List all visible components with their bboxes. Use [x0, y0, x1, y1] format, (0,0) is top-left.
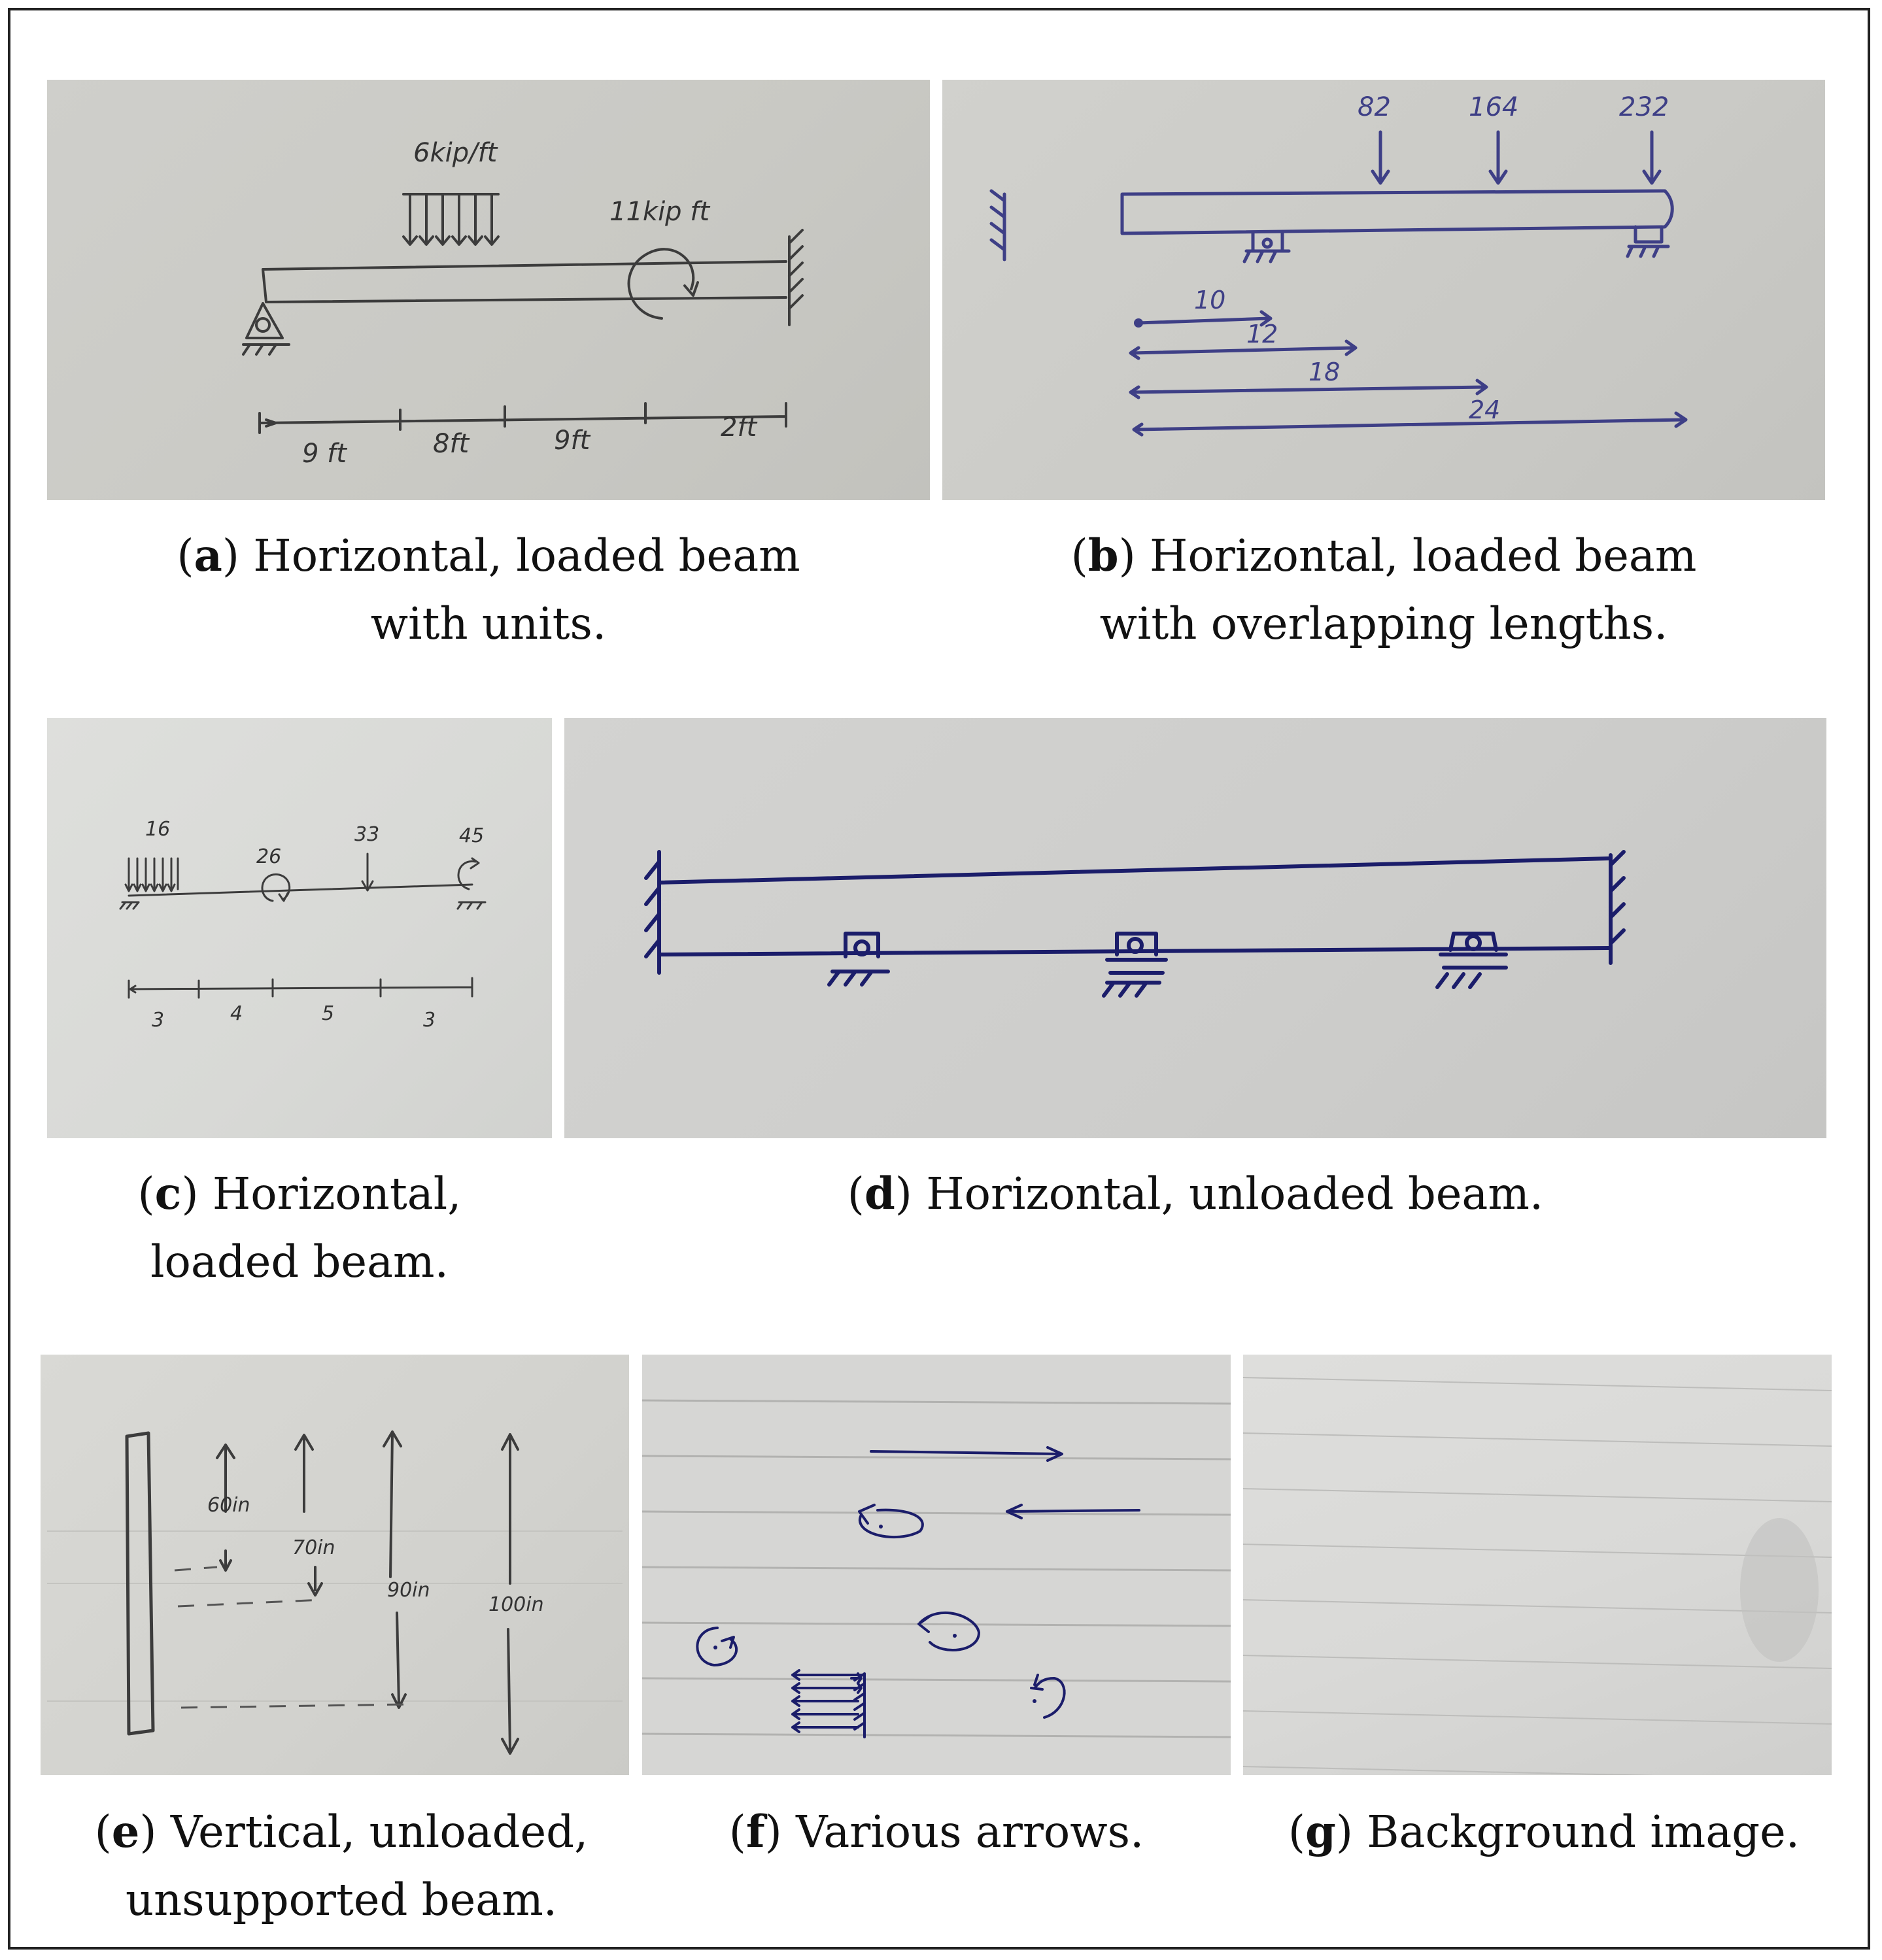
dimension-label: 9ft — [554, 426, 590, 456]
point-load-label: 82 — [1358, 92, 1391, 122]
caption-text: unsupported beam. — [125, 1874, 558, 1925]
caption-text: ) Horizontal, unloaded beam. — [895, 1168, 1544, 1219]
dimension-label: 5 — [322, 1002, 335, 1025]
background-sketch-g — [1243, 1355, 1832, 1775]
caption-f: (f) Various arrows. — [728, 1806, 1144, 1857]
caption-letter: f — [745, 1806, 765, 1857]
caption-d: (d) Horizontal, unloaded beam. — [847, 1168, 1544, 1219]
length-label: 10 — [1194, 286, 1226, 314]
panel-c-image — [47, 718, 552, 1138]
caption-letter: a — [194, 530, 222, 581]
panel-b-image — [942, 80, 1825, 500]
caption-text: ) Horizontal, loaded beam — [222, 530, 800, 581]
beam-sketch-c — [47, 718, 552, 1138]
dimension-label: 2ft — [721, 413, 757, 443]
point-load-label: 232 — [1619, 92, 1669, 122]
caption-g: (g) Background image. — [1288, 1806, 1800, 1857]
load-label: 26 — [256, 845, 282, 868]
beam-sketch-a — [47, 80, 930, 500]
dimension-label: 4 — [230, 1002, 243, 1025]
length-label: 100in — [488, 1593, 544, 1616]
length-label: 12 — [1246, 320, 1278, 348]
caption-a: (a) Horizontal, loaded beam with units. — [177, 530, 800, 649]
caption-text: loaded beam. — [150, 1236, 449, 1287]
caption-text: ) Vertical, unloaded, — [139, 1806, 589, 1857]
panel-g-image — [1243, 1355, 1832, 1775]
caption-text: with overlapping lengths. — [1099, 598, 1668, 649]
length-label: 70in — [292, 1536, 335, 1559]
dimension-label: 3 — [152, 1009, 165, 1032]
load-label: 16 — [145, 818, 171, 841]
panel-d-image — [564, 718, 1826, 1138]
caption-text: ) Various arrows. — [764, 1806, 1144, 1857]
caption-letter: g — [1305, 1806, 1336, 1857]
dimension-label: 3 — [423, 1009, 436, 1032]
caption-letter: c — [154, 1168, 182, 1219]
caption-c: (c) Horizontal, loaded beam. — [137, 1168, 462, 1287]
panel-a-image — [47, 80, 930, 500]
caption-letter: e — [111, 1806, 140, 1857]
dimension-label: 8ft — [433, 429, 470, 459]
beam-sketch-b — [942, 80, 1825, 500]
length-label: 60in — [207, 1494, 250, 1517]
caption-e: (e) Vertical, unloaded, unsupported beam. — [94, 1806, 589, 1925]
caption-text: ) Background image. — [1335, 1806, 1800, 1857]
caption-text: ) Horizontal, loaded beam — [1118, 530, 1697, 581]
length-label: 90in — [387, 1579, 430, 1602]
arrows-sketch-f — [642, 1355, 1231, 1775]
dimension-label: 9 ft — [302, 439, 347, 469]
length-label: 18 — [1309, 358, 1341, 386]
load-label: 33 — [354, 823, 380, 846]
beam-sketch-e — [41, 1355, 629, 1775]
point-load-label: 164 — [1469, 92, 1519, 122]
caption-b: (b) Horizontal, loaded beam with overlapping lengths. — [1070, 530, 1697, 649]
load-label: 45 — [459, 824, 485, 847]
length-label: 24 — [1469, 396, 1501, 424]
caption-text: ) Horizontal, — [181, 1168, 462, 1219]
caption-text: with units. — [370, 598, 607, 649]
caption-letter: b — [1087, 530, 1119, 581]
caption-letter: d — [864, 1168, 895, 1219]
distributed-load-label: 6kip/ft — [413, 138, 498, 168]
panel-f-image — [642, 1355, 1231, 1775]
panel-e-image — [41, 1355, 629, 1775]
moment-label: 11kip ft — [609, 197, 710, 227]
beam-sketch-d — [564, 718, 1826, 1138]
